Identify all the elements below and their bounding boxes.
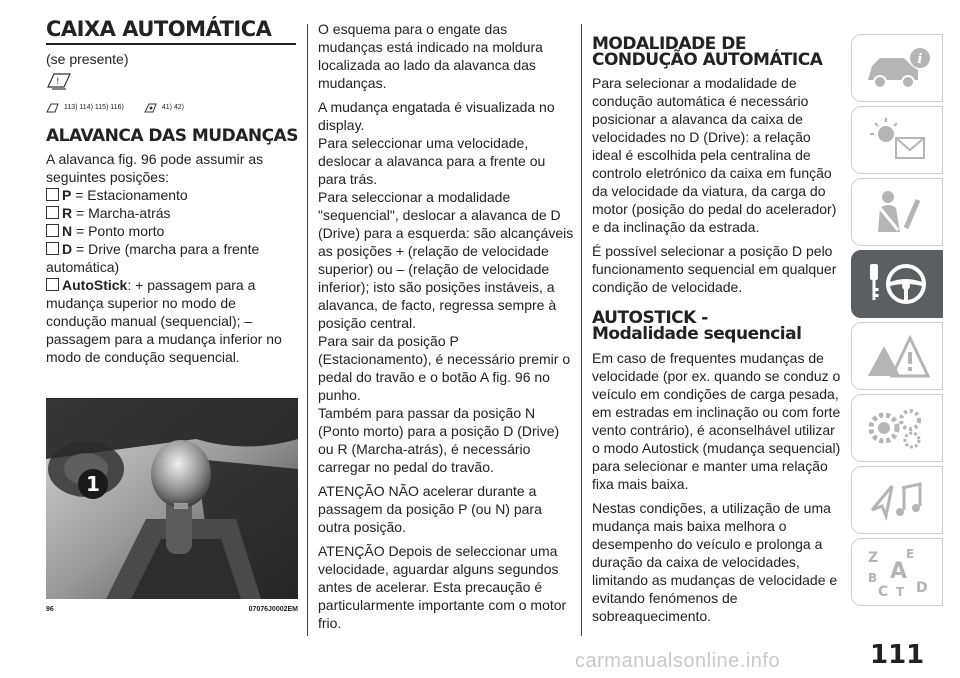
paragraph: Também para passar da posição N (Ponto morto) para a posição D (Drive) ou R (Marcha-atrás), é necessário carregar no pedal do travão. xyxy=(318,405,560,475)
column-right xyxy=(592,20,842,625)
column-divider xyxy=(307,24,308,636)
column-left xyxy=(46,17,298,366)
warning-book-icon xyxy=(46,71,298,96)
list-item: R = Marcha-atrás xyxy=(46,204,298,222)
tab-safety[interactable] xyxy=(851,178,943,246)
list-item: N = Ponto morto xyxy=(46,222,298,240)
gear-positions-list xyxy=(46,186,298,366)
figure-number: 96 xyxy=(46,606,54,613)
reference-notes-right: 41) 42) xyxy=(161,104,184,112)
key-steering-wheel-icon xyxy=(862,260,932,308)
column-middle xyxy=(318,20,574,632)
watermark-text: carmanualsonline.info xyxy=(575,650,781,672)
warning-lights-icon xyxy=(862,116,932,164)
paragraph: O esquema para o engate das mudanças está indicado na moldura localizada ao lado da alavanca das mudanças. xyxy=(318,21,543,91)
svg-text:A: A xyxy=(890,559,908,584)
warning-paragraph: ATENÇÃO NÃO acelerar durante a passagem da posição P (ou N) para outra posição. xyxy=(318,483,542,535)
paragraph: Para seleccionar a modalidade "sequencial", deslocar a alavanca de D (Drive) para a esquerda: são alcançáveis as posições + (relação de velocidade superior) ou – (relação de velocidade inferior); isto são posições instáveis, a alavanca, de facto, regressa sempre à posição central. xyxy=(318,189,574,331)
checkbox-square-icon xyxy=(46,278,59,291)
svg-text:E: E xyxy=(906,547,915,561)
warning-hand-icon xyxy=(46,102,60,114)
paragraph: Para selecionar a modalidade de condução automática é necessário posicionar a alavanca da caixa de velocidades no D (Drive): a relação ideal é escolhida pela centralina de controlo eletrónico da caixa em função da velocidade da viatura, da carga do motor (posição do pedal do acelerador) e da inclinação da estrada. xyxy=(592,75,837,236)
svg-text:T: T xyxy=(896,585,905,599)
tab-emergency[interactable] xyxy=(851,322,943,390)
svg-text:Z: Z xyxy=(868,550,879,566)
availability-note: (se presente) xyxy=(46,50,129,67)
paragraph: A mudança engatada é visualizada no display. xyxy=(318,99,555,133)
car-info-icon xyxy=(862,44,932,92)
reference-notes xyxy=(46,102,298,114)
list-item: D = Drive (marcha para a frente automática) xyxy=(46,241,260,276)
chapter-tabs xyxy=(851,34,943,610)
index-letters-icon xyxy=(862,544,932,600)
tab-warning-lights[interactable] xyxy=(851,106,943,174)
caution-hand-icon xyxy=(144,102,158,114)
tab-starting-driving[interactable] xyxy=(851,250,943,318)
list-item: P = Estacionamento xyxy=(46,186,298,204)
paragraph: É possível selecionar a posição D pelo funcionamento sequencial em qualquer condição de velocidade. xyxy=(592,243,837,296)
figure-caption xyxy=(46,606,298,613)
list-item: AutoStick: + passagem para a mudança superior no modo de condução manual (sequencial); – passagem para a mudança inferior no modo de condução sequencial. xyxy=(46,277,282,366)
reference-notes-left: 113) 114) 115) 116) xyxy=(64,104,124,112)
warning-paragraph: ATENÇÃO Depois de seleccionar uma velocidade, aguardar alguns segundos antes de acelerar. Esta precaução é particularmente importante com o motor frio. xyxy=(318,543,567,631)
column-divider xyxy=(581,24,582,636)
svg-text:!: ! xyxy=(56,76,60,87)
paragraph: Para sair da posição P (Estacionamento), é necessário premir o pedal do travão e o botão A fig. 96 no punho. xyxy=(318,333,571,403)
seatbelt-airbag-icon xyxy=(862,188,932,236)
figure-code: 07076J0002EM xyxy=(248,606,298,613)
music-navigation-icon xyxy=(862,476,932,524)
section-heading-gear-lever: ALAVANCA DAS MUDANÇAS xyxy=(46,125,298,146)
svg-text:C: C xyxy=(878,584,889,600)
section-heading-autostick: AUTOSTICK - Modalidade sequencial xyxy=(592,308,802,345)
checkbox-square-icon xyxy=(46,206,59,219)
tab-index[interactable] xyxy=(851,538,943,606)
section-heading-automatic-mode: MODALIDADE DE CONDUÇÃO AUTOMÁTICA xyxy=(592,34,823,71)
tab-maintenance[interactable] xyxy=(851,394,943,462)
svg-text:B: B xyxy=(868,571,878,585)
gears-maintenance-icon xyxy=(862,404,932,452)
svg-text:D: D xyxy=(916,580,928,596)
figure-gear-lever xyxy=(46,398,298,599)
tab-car-info[interactable] xyxy=(851,34,943,102)
page-heading: CAIXA AUTOMÁTICA xyxy=(46,20,296,45)
warning-triangle-icon xyxy=(862,332,932,380)
paragraph: Em caso de frequentes mudanças de velocidade (por ex. quando se conduz o veículo em condições de carga pesada, em estradas em inclinação ou com forte vento contrário), é aconselhável utilizar o modo Autostick (mudança sequencial) para selecionar e manter uma relação fixa mais baixa. xyxy=(592,349,841,492)
checkbox-square-icon xyxy=(46,224,59,237)
paragraph: Para seleccionar uma velocidade, deslocar a alavanca para a frente ou para trás. xyxy=(318,135,546,187)
paragraph: Nestas condições, a utilização de uma mudança mais baixa melhora o desempenho do veículo e prolonga a duração da caixa de velocidades, limitando as mudanças de velocidade e evitando fenómenos de sobreaquecimento. xyxy=(592,499,838,624)
svg-text:i: i xyxy=(917,52,923,67)
gear-lever-intro: A alavanca fig. 96 pode assumir as seguintes posições: xyxy=(46,151,264,186)
checkbox-square-icon xyxy=(46,242,59,255)
svg-text:1: 1 xyxy=(86,472,100,496)
page-number: 111 xyxy=(870,640,925,670)
checkbox-square-icon xyxy=(46,188,59,201)
tab-multimedia[interactable] xyxy=(851,466,943,534)
gear-lever-photo xyxy=(46,399,298,599)
callout-marker xyxy=(76,467,110,501)
